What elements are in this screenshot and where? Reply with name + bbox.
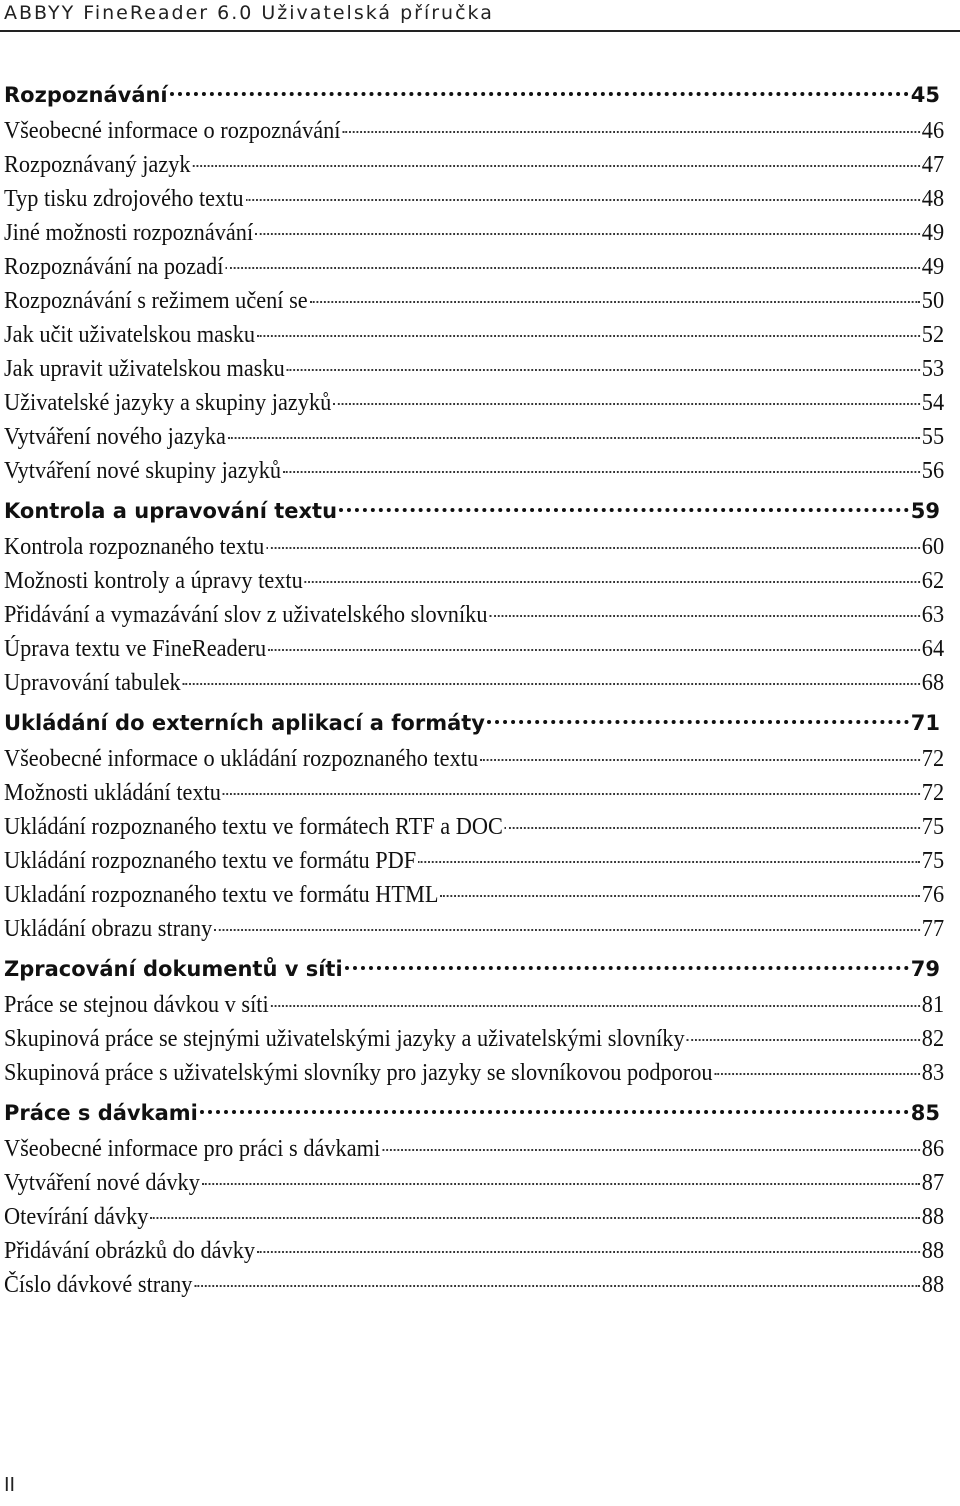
toc-entry[interactable] <box>4 386 944 420</box>
dot-leader <box>194 1284 920 1287</box>
running-header: ABBYY FineReader 6.0 Uživatelská příručka <box>4 2 494 24</box>
dot-leader <box>480 758 920 761</box>
toc-section <box>4 1094 945 1302</box>
dot-leader <box>382 1148 920 1151</box>
page-number: II <box>4 1474 16 1496</box>
toc-chapter-title: Kontrola a upravování textu <box>4 499 338 523</box>
toc-entry[interactable] <box>4 988 944 1022</box>
toc-entry-page: 87 <box>921 1170 945 1196</box>
toc-entry-page: 86 <box>921 1136 945 1162</box>
toc-entry-title: Všeobecné informace o ukládání rozpoznaného textu <box>4 746 479 772</box>
dot-leader <box>170 91 909 96</box>
toc-entry-page: 60 <box>921 534 945 560</box>
toc-chapter-page: 85 <box>910 1101 940 1125</box>
toc-entry[interactable] <box>4 810 944 844</box>
toc-entry[interactable] <box>4 598 944 632</box>
dot-leader <box>310 300 920 303</box>
toc-chapter-page: 71 <box>910 711 940 735</box>
toc-entry-page: 83 <box>921 1060 945 1086</box>
toc-entry-page: 88 <box>921 1238 945 1264</box>
toc-entry-page: 53 <box>921 356 945 382</box>
toc-entry[interactable] <box>4 352 944 386</box>
toc-entry-title: Skupinová práce s uživatelskými slovníky pro jazyky se slovníkovou podporou <box>4 1060 713 1086</box>
toc-entry-page: 72 <box>921 746 945 772</box>
toc-entry-title: Všeobecné informace pro práci s dávkami <box>4 1136 381 1162</box>
toc-entry-title: Skupinová práce se stejnými uživatelskými jazyky a uživatelskými slovníky <box>4 1026 685 1052</box>
toc-entry-title: Možnosti ukládání textu <box>4 780 221 806</box>
toc-entry[interactable] <box>4 114 944 148</box>
toc-chapter[interactable] <box>4 492 940 530</box>
toc-entry[interactable] <box>4 844 944 878</box>
toc-entry-page: 68 <box>921 670 945 696</box>
toc-entry-page: 88 <box>921 1272 945 1298</box>
table-of-contents <box>4 76 945 1306</box>
dot-leader <box>255 232 920 235</box>
toc-entry-title: Vytváření nové skupiny jazyků <box>4 458 282 484</box>
dot-leader <box>505 826 920 829</box>
dot-leader <box>271 1004 920 1007</box>
dot-leader <box>440 894 920 897</box>
toc-chapter[interactable] <box>4 76 940 114</box>
toc-entry-title: Vytváření nové dávky <box>4 1170 200 1196</box>
toc-entry[interactable] <box>4 912 944 946</box>
toc-entry[interactable] <box>4 216 944 250</box>
toc-entry[interactable] <box>4 420 944 454</box>
toc-entry-title: Typ tisku zdrojového textu <box>4 186 244 212</box>
toc-chapter[interactable] <box>4 1094 940 1132</box>
toc-section <box>4 76 945 488</box>
toc-entry-page: 49 <box>921 220 945 246</box>
toc-entry-title: Ukladání rozpoznaného textu ve formátu HTML <box>4 882 439 908</box>
toc-entry[interactable] <box>4 250 944 284</box>
dot-leader <box>333 402 920 405</box>
toc-entry-page: 50 <box>921 288 945 314</box>
dot-leader <box>257 1250 920 1253</box>
dot-leader <box>686 1038 919 1041</box>
toc-entry[interactable] <box>4 776 944 810</box>
toc-entry-title: Práce se stejnou dávkou v síti <box>4 992 269 1018</box>
dot-leader <box>268 648 920 651</box>
header-rule <box>0 30 960 32</box>
dot-leader <box>228 436 920 439</box>
dot-leader <box>489 614 920 617</box>
dot-leader <box>714 1072 920 1075</box>
toc-entry-title: Přidávání a vymazávání slov z uživatelského slovníku <box>4 602 488 628</box>
toc-entry[interactable] <box>4 564 944 598</box>
toc-entry[interactable] <box>4 632 944 666</box>
dot-leader <box>345 965 909 970</box>
toc-entry-page: 76 <box>921 882 945 908</box>
toc-entry[interactable] <box>4 1022 944 1056</box>
toc-chapter-title: Zpracování dokumentů v síti <box>4 957 343 981</box>
toc-entry[interactable] <box>4 742 944 776</box>
toc-entry-page: 49 <box>921 254 945 280</box>
dot-leader <box>283 470 920 473</box>
toc-entry-page: 62 <box>921 568 945 594</box>
toc-entry-page: 46 <box>921 118 945 144</box>
dot-leader <box>202 1182 920 1185</box>
toc-entry-page: 55 <box>921 424 945 450</box>
dot-leader <box>192 164 920 167</box>
toc-entry-title: Vytváření nového jazyka <box>4 424 226 450</box>
toc-chapter-title: Ukládání do externích aplikací a formáty <box>4 711 485 735</box>
toc-entry-title: Rozpoznávání na pozadí <box>4 254 224 280</box>
toc-entry-title: Kontrola rozpoznaného textu <box>4 534 265 560</box>
toc-entry-page: 75 <box>921 814 945 840</box>
toc-section <box>4 704 945 946</box>
toc-entry[interactable] <box>4 1132 944 1166</box>
toc-entry[interactable] <box>4 1268 944 1302</box>
toc-entry-title: Ukládání obrazu strany <box>4 916 213 942</box>
toc-chapter-title: Práce s dávkami <box>4 1101 198 1125</box>
toc-entry-page: 48 <box>921 186 945 212</box>
toc-entry[interactable] <box>4 1234 944 1268</box>
toc-chapter[interactable] <box>4 950 940 988</box>
dot-leader <box>257 334 920 337</box>
toc-entry-page: 64 <box>921 636 945 662</box>
dot-leader <box>287 368 920 371</box>
toc-entry-page: 75 <box>921 848 945 874</box>
dot-leader <box>214 928 920 931</box>
toc-entry-title: Otevírání dávky <box>4 1204 149 1230</box>
toc-entry-page: 56 <box>921 458 945 484</box>
toc-entry[interactable] <box>4 148 944 182</box>
toc-chapter[interactable] <box>4 704 940 742</box>
dot-leader <box>487 719 909 724</box>
toc-entry-title: Rozpoznávání s režimem učení se <box>4 288 308 314</box>
toc-entry-title: Možnosti kontroly a úpravy textu <box>4 568 303 594</box>
toc-entry-page: 47 <box>921 152 945 178</box>
toc-entry-page: 81 <box>921 992 945 1018</box>
dot-leader <box>418 860 920 863</box>
toc-entry-page: 63 <box>921 602 945 628</box>
toc-entry-title: Jiné možnosti rozpoznávání <box>4 220 254 246</box>
toc-entry[interactable] <box>4 878 944 912</box>
dot-leader <box>225 266 920 269</box>
toc-chapter-page: 45 <box>910 83 940 107</box>
toc-entry-title: Jak učit uživatelskou masku <box>4 322 256 348</box>
dot-leader <box>305 580 920 583</box>
toc-entry-title: Ukládání rozpoznaného textu ve formátu PDF <box>4 848 417 874</box>
toc-entry-title: Jak upravit uživatelskou masku <box>4 356 285 382</box>
toc-entry-title: Všeobecné informace o rozpoznávání <box>4 118 341 144</box>
toc-entry[interactable] <box>4 454 944 488</box>
toc-entry[interactable] <box>4 1200 944 1234</box>
dot-leader <box>266 546 920 549</box>
toc-entry-title: Ukládání rozpoznaného textu ve formátech RTF a DOC <box>4 814 503 840</box>
toc-entry-title: Číslo dávkové strany <box>4 1272 193 1298</box>
toc-entry[interactable] <box>4 1056 944 1090</box>
toc-entry-title: Úprava textu ve FineReaderu <box>4 636 267 662</box>
toc-entry[interactable] <box>4 284 944 318</box>
toc-entry-title: Uživatelské jazyky a skupiny jazyků <box>4 390 332 416</box>
toc-chapter-title: Rozpoznávání <box>4 83 168 107</box>
toc-entry[interactable] <box>4 1166 944 1200</box>
toc-entry-page: 88 <box>921 1204 945 1230</box>
toc-entry-title: Přidávání obrázků do dávky <box>4 1238 256 1264</box>
toc-entry-title: Rozpoznávaný jazyk <box>4 152 191 178</box>
toc-entry[interactable] <box>4 530 944 564</box>
dot-leader <box>200 1109 909 1114</box>
toc-section <box>4 492 945 700</box>
toc-entry-page: 54 <box>921 390 945 416</box>
dot-leader <box>342 130 920 133</box>
toc-chapter-page: 79 <box>910 957 940 981</box>
dot-leader <box>223 792 920 795</box>
dot-leader <box>245 198 919 201</box>
dot-leader <box>150 1216 920 1219</box>
toc-entry[interactable] <box>4 318 944 352</box>
toc-entry[interactable] <box>4 666 944 700</box>
toc-entry-page: 82 <box>921 1026 945 1052</box>
toc-entry-title: Upravování tabulek <box>4 670 181 696</box>
toc-entry-page: 77 <box>921 916 945 942</box>
dot-leader <box>339 507 909 512</box>
toc-entry-page: 52 <box>921 322 945 348</box>
toc-entry-page: 72 <box>921 780 945 806</box>
toc-chapter-page: 59 <box>910 499 940 523</box>
dot-leader <box>183 682 920 685</box>
toc-section <box>4 950 945 1090</box>
toc-entry[interactable] <box>4 182 944 216</box>
